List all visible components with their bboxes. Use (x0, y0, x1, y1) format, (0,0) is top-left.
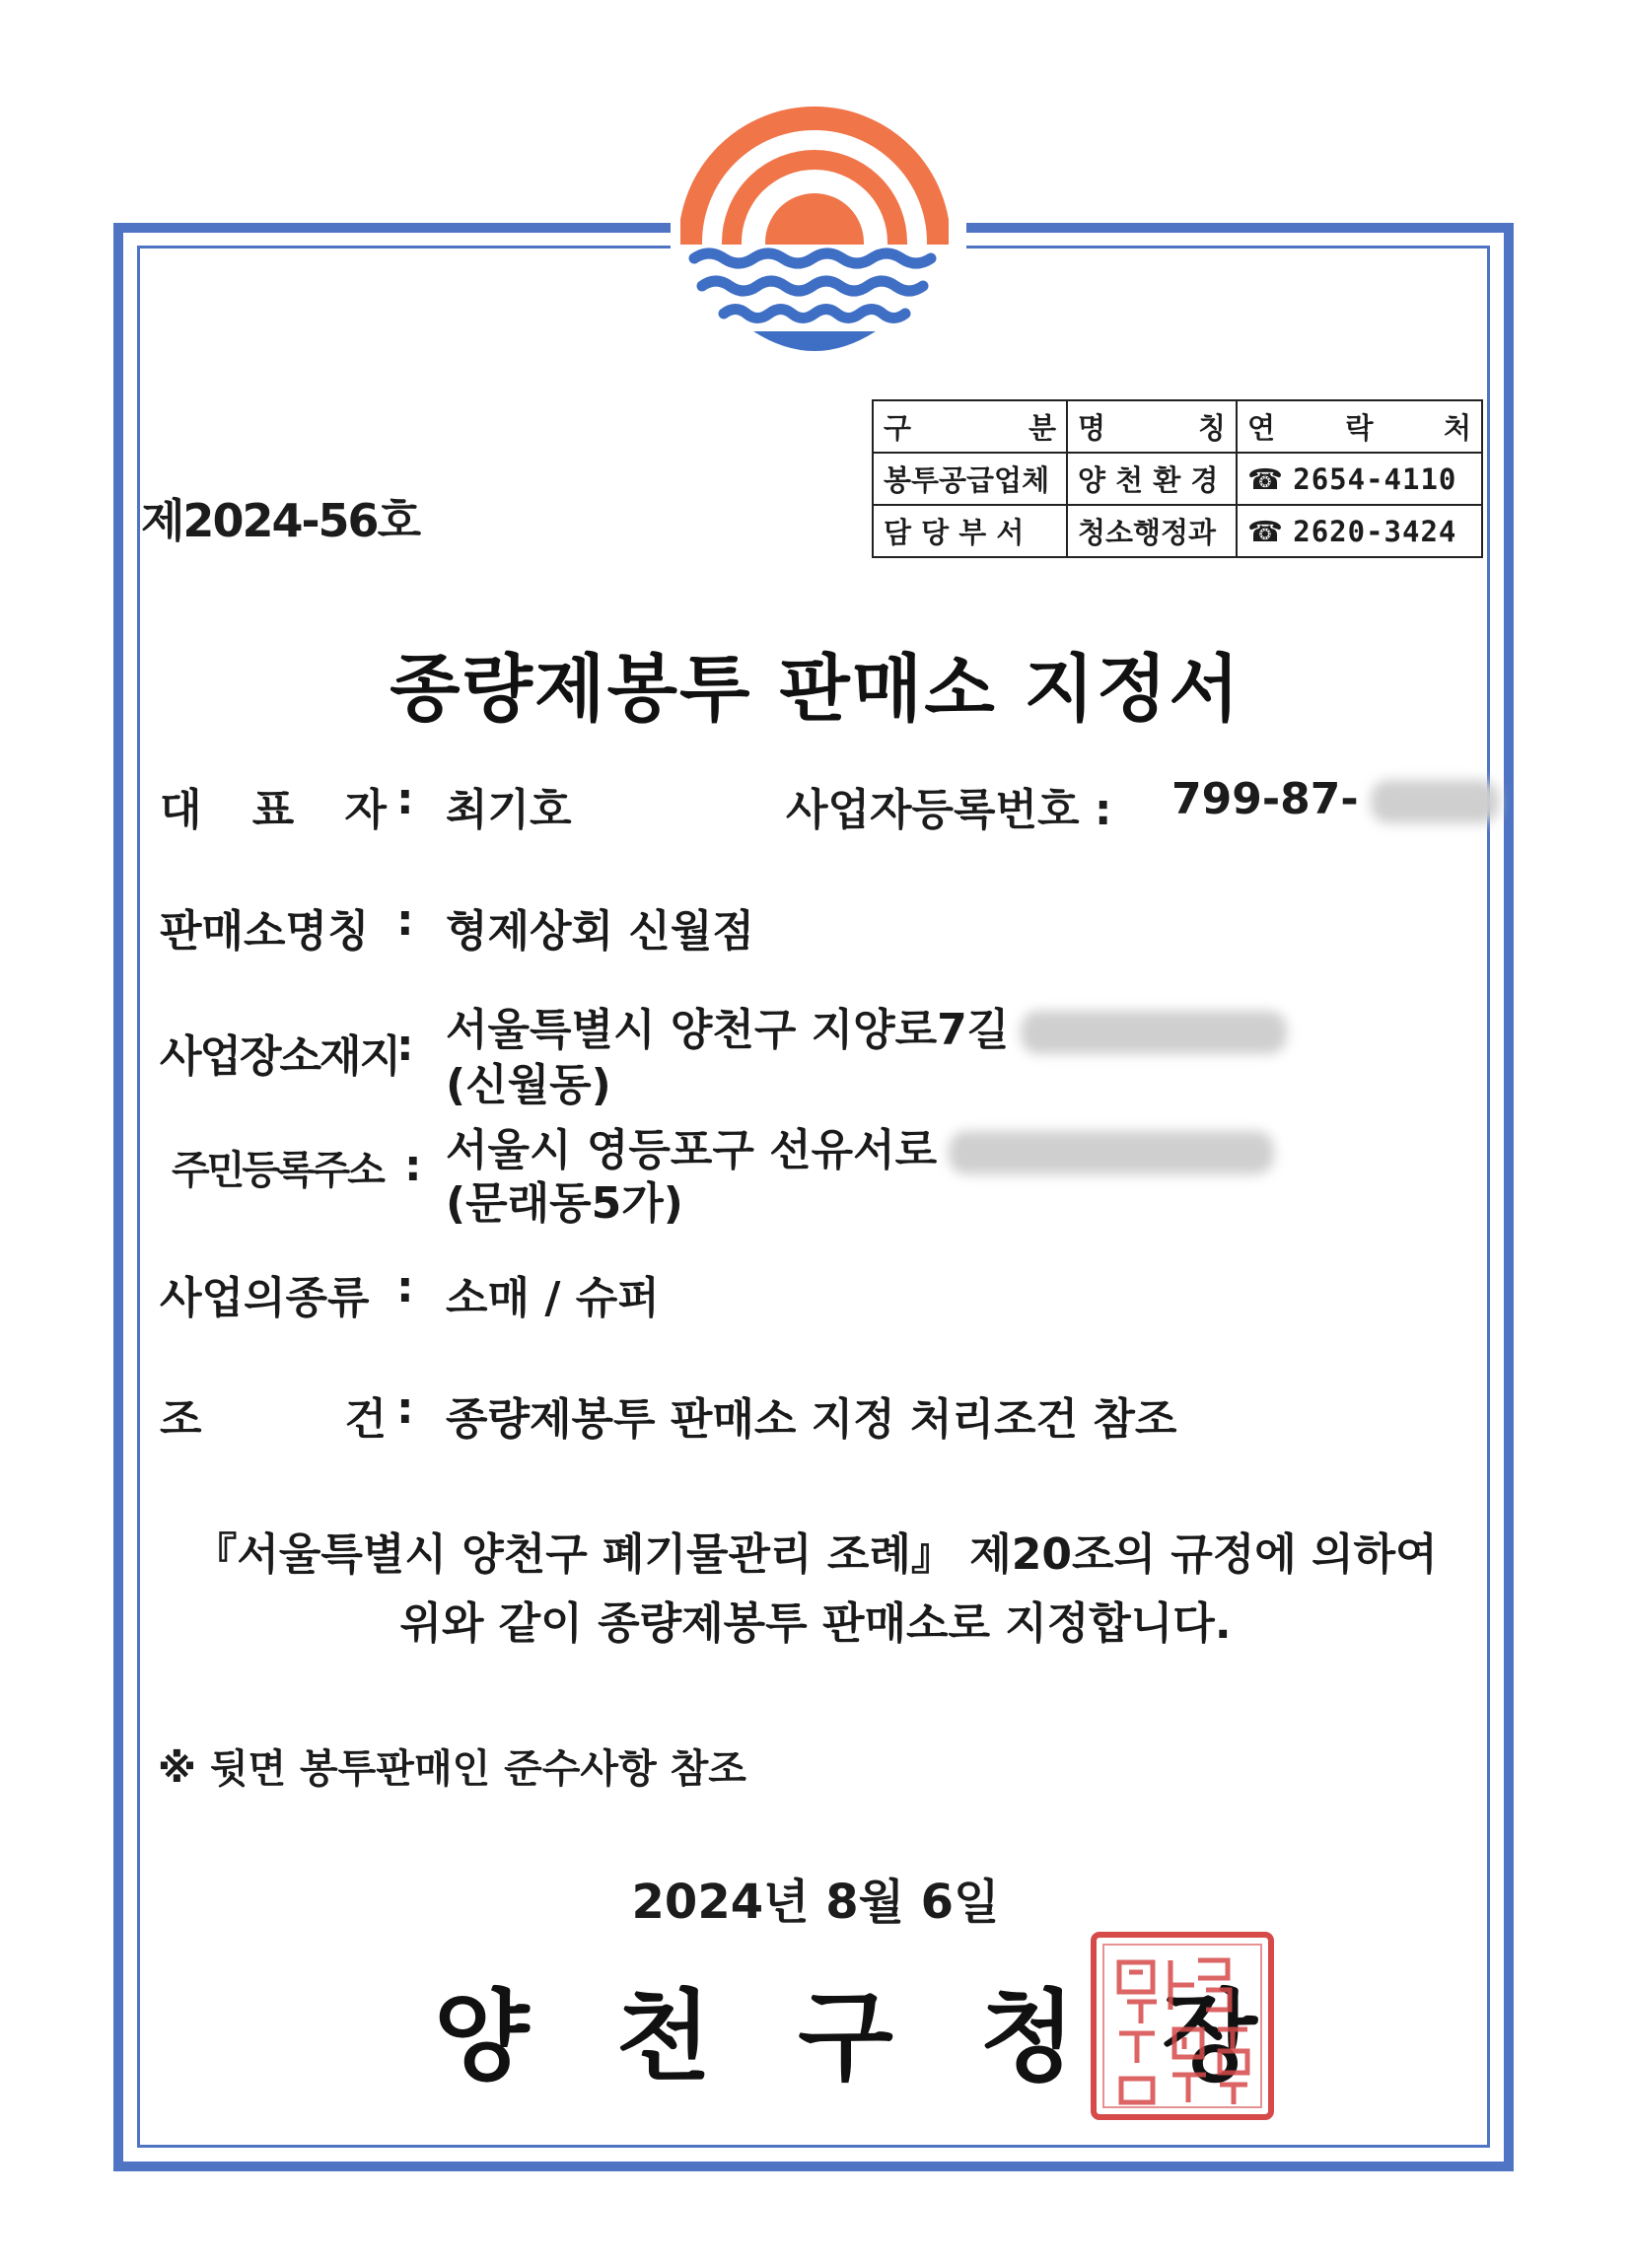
supplier-phone: 2654-4110 (1293, 461, 1457, 496)
business-address-line2: (신월동) (446, 1060, 611, 1110)
page-title: 종량제봉투 판매소 지정서 (390, 647, 1241, 732)
issuer-name: 양천구청장 (434, 1979, 1344, 2094)
business-type-value: 소매 / 슈퍼 (446, 1273, 660, 1323)
representative-value: 최기호 (446, 785, 572, 835)
contact-info-table (872, 399, 1483, 558)
business-address-line1: 서울특별시 양천구 지양로7길 (446, 994, 1287, 1057)
phone-icon: ☎ (1247, 514, 1284, 548)
field-business-type: 사업의종류 : 소매 / 슈퍼 (160, 1262, 660, 1323)
dept-phone: 2620-3424 (1293, 514, 1457, 548)
resident-address-line2: (문래동5가) (446, 1178, 683, 1229)
redacted-blur (1371, 780, 1499, 823)
business-reg-value: 799-87- (1171, 774, 1499, 824)
store-name-value: 형제상회 신월점 (446, 906, 754, 957)
resident-address-line1: 서울시 영등포구 선유서로 (446, 1114, 1274, 1177)
business-reg-label: 사업자등록번호 : (786, 785, 1112, 835)
issue-date: 2024년 8월 6일 (631, 1875, 1000, 1930)
field-store-name: 판매소명칭 : 형제상회 신월점 (160, 895, 754, 957)
store-name-label: 판매소명칭 (160, 906, 370, 957)
dept-category: 담 당 부 서 (873, 505, 1067, 557)
phone-icon: ☎ (1247, 461, 1284, 496)
business-address-label: 사업장소재지 (160, 1031, 400, 1082)
business-type-label: 사업의종류 (160, 1273, 370, 1323)
district-emblem-logo (680, 99, 949, 357)
official-seal-stamp (1090, 1931, 1275, 2121)
table-row (873, 505, 1482, 557)
resident-address-label: 주민등록주소 (172, 1148, 383, 1193)
dept-name: 청소행정과 (1067, 505, 1237, 557)
table-row (873, 453, 1482, 505)
redacted-blur (949, 1131, 1274, 1174)
header-category: 구 분 (884, 411, 1056, 445)
supplier-name: 양 천 환 경 (1067, 453, 1237, 505)
document-number: 제2024-56호 (141, 494, 420, 547)
supplier-category: 봉투공급업체 (873, 453, 1067, 505)
representative-label: 대 표 자 (160, 785, 387, 835)
conditions-value: 종량제봉투 판매소 지정 처리조건 참조 (446, 1394, 1177, 1445)
back-side-note: ※ 뒷면 봉투판매인 준수사항 참조 (158, 1746, 746, 1792)
redacted-blur (1021, 1011, 1287, 1054)
conditions-label: 조 건 (160, 1394, 387, 1445)
header-name: 명 칭 (1078, 411, 1226, 445)
declaration-line-1: 『서울특별시 양천구 폐기물관리 조례』 제20조의 규정에 의하여 (193, 1529, 1438, 1580)
declaration-line-2: 위와 같이 종량제봉투 판매소로 지정합니다. (399, 1598, 1232, 1649)
header-contact: 연 락 처 (1247, 411, 1471, 445)
